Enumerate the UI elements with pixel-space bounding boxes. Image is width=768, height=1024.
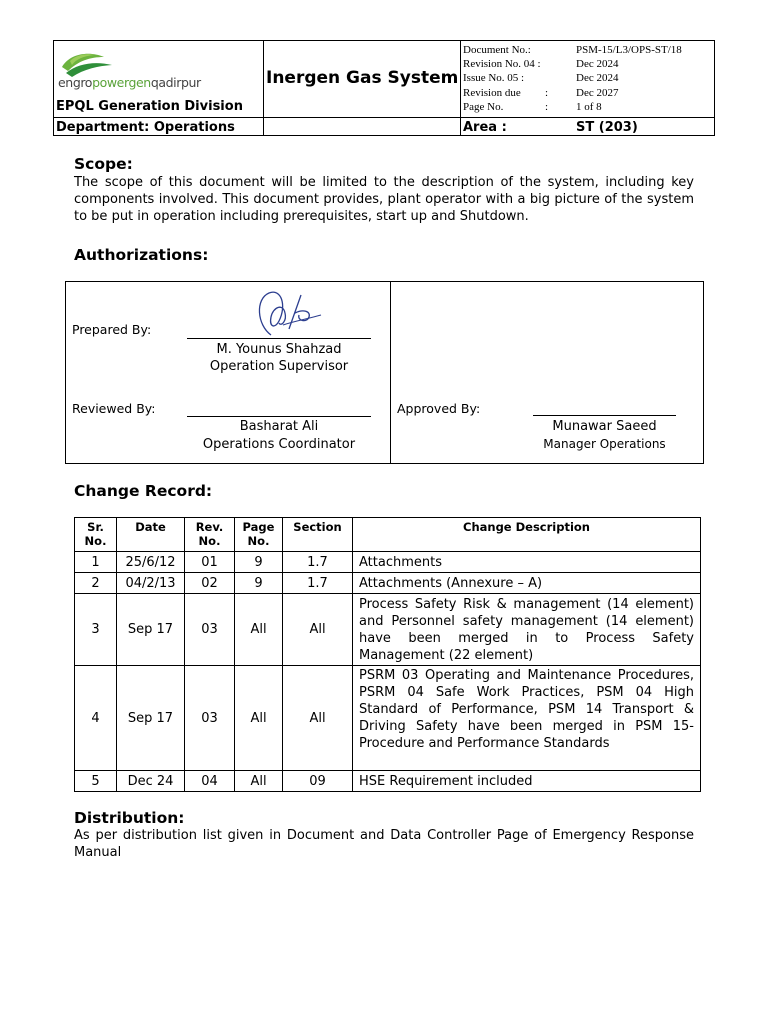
cell-description: Process Safety Risk & management (14 element) and Personnel safety management (14 element) have been merged in to Process Safety Management (22 element) [353,594,701,666]
cell-description: HSE Requirement included [353,771,701,792]
column-header: Sr. No. [75,518,117,552]
meta-row: Revision No. 04 : Dec 2024 [463,58,619,71]
column-header: Section [283,518,353,552]
prepared-by-label: Prepared By: [72,322,152,337]
cell-section: 1.7 [283,552,353,573]
change-record-table [74,517,701,792]
column-header: Change Description [353,518,701,552]
company-logo [58,49,258,93]
area-label: Area : [463,120,507,135]
approved-role: Manager Operations [543,437,666,451]
cell-date: Dec 24 [117,771,185,792]
approved-signature-line [533,415,676,416]
table-row [75,552,701,573]
area-value: ST (203) [576,120,638,135]
prepared-name: M. Younus Shahzad [216,342,342,357]
signature-image [249,285,329,340]
reviewed-role: Operations Coordinator [202,437,356,452]
table-row [75,594,701,666]
distribution-text: As per distribution list given in Document and Data Controller Page of Emergency Response Manual [74,828,694,860]
cell-description: Attachments (Annexure – A) [353,573,701,594]
document-meta [463,43,713,114]
cell-page: 9 [235,552,283,573]
cell-date: 04/2/13 [117,573,185,594]
cell-page: All [235,666,283,771]
authorizations-heading: Authorizations: [74,246,209,264]
department-label: Department: Operations [56,120,235,135]
cell-description: PSRM 03 Operating and Maintenance Procedures, PSRM 04 Safe Work Practices, PSM 04 High Standard of Performance, PSM 14 Transport & Driving Safety have been merged in PSM 15-Procedure and Performance Standards [353,666,701,771]
cell-page: All [235,771,283,792]
document-header [53,40,715,136]
meta-row: Revision due : Dec 2027 [463,86,619,99]
meta-row: Document No.: PSM-15/L3/OPS-ST/18 [463,44,682,56]
reviewed-by-label: Reviewed By: [72,401,156,416]
change-record-heading: Change Record: [74,482,213,500]
cell-description: Attachments [353,552,701,573]
table-row [75,573,701,594]
cell-sr: 1 [75,552,117,573]
cell-section: 1.7 [283,573,353,594]
cell-sr: 5 [75,771,117,792]
logo-wordmark: engropowergenqadirpur [58,75,201,90]
scope-text: The scope of this document will be limited to the description of the system, including key components involved. This document provides, plant operator with a big picture of the system to be put in operation including prerequisites, start up and Shutdown. [74,175,694,224]
cell-date: 25/6/12 [117,552,185,573]
cell-sr: 3 [75,594,117,666]
meta-row: Issue No. 05 : Dec 2024 [463,72,619,85]
approved-by-label: Approved By: [397,401,481,416]
approved-name: Munawar Saeed [552,419,657,434]
table-header-row [75,518,701,552]
column-header: Rev. No. [185,518,235,552]
column-header: Date [117,518,185,552]
cell-sr: 2 [75,573,117,594]
table-row [75,666,701,771]
cell-rev: 03 [185,594,235,666]
cell-rev: 03 [185,666,235,771]
cell-section: All [283,594,353,666]
cell-rev: 02 [185,573,235,594]
prepared-signature-line [187,338,371,339]
meta-row: Page No. : 1 of 8 [463,100,602,113]
cell-date: Sep 17 [117,594,185,666]
cell-sr: 4 [75,666,117,771]
cell-page: 9 [235,573,283,594]
document-title: Inergen Gas System [266,68,459,88]
table-row [75,771,701,792]
division-name: EPQL Generation Division [56,99,243,114]
cell-section: All [283,666,353,771]
cell-page: All [235,594,283,666]
authorizations-box [65,281,704,464]
distribution-heading: Distribution: [74,809,185,827]
reviewed-signature-line [187,416,371,417]
cell-date: Sep 17 [117,666,185,771]
cell-rev: 01 [185,552,235,573]
scope-heading: Scope: [74,155,133,173]
reviewed-name: Basharat Ali [239,419,319,434]
column-header: Page No. [235,518,283,552]
prepared-role: Operation Supervisor [209,359,349,374]
cell-section: 09 [283,771,353,792]
cell-rev: 04 [185,771,235,792]
